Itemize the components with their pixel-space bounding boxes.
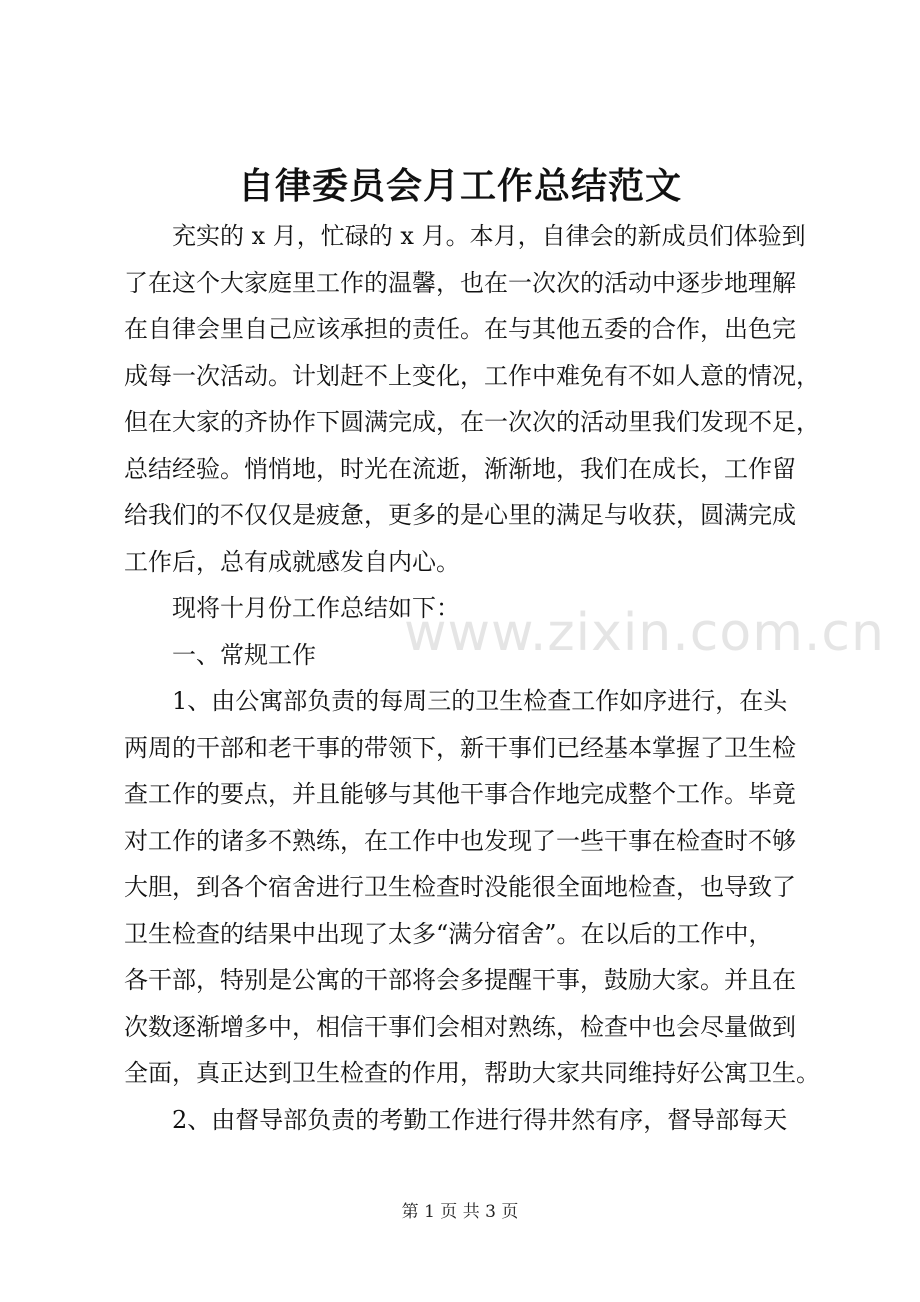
paragraph-line: 但在大家的齐协作下圆满完成，在一次次的活动里我们发现不足，	[124, 408, 820, 436]
paragraph-line: 充实的 x 月，忙碌的 x 月。本月，自律会的新成员们体验到	[172, 222, 806, 250]
paragraph-line: 2、由督导部负责的考勤工作进行得井然有序，督导部每天	[172, 1105, 788, 1134]
paragraph-line: 全面，真正达到卫生检查的作用，帮助大家共同维持好公寓卫生。	[124, 1059, 820, 1087]
paragraph-line: 卫生检查的结果中出现了太多“满分宿舍”。在以后的工作中，	[124, 919, 773, 948]
section-heading: 一、常规工作	[172, 640, 316, 669]
paragraph-line: 次数逐渐增多中，相信干事们会相对熟练，检查中也会尽量做到	[124, 1012, 796, 1041]
paragraph-line: 给我们的不仅仅是疲惫，更多的是心里的满足与收获，圆满完成	[124, 501, 796, 529]
paragraph-line: 了在这个大家庭里工作的温馨，也在一次次的活动中逐步地理解	[124, 268, 796, 297]
page-footer: 第 1 页 共 3 页	[401, 1202, 519, 1222]
paragraph-line: 在自律会里自己应该承担的责任。在与其他五委的合作，出色完	[124, 315, 796, 343]
paragraph-line: 1、由公寓部负责的每周三的卫生检查工作如序进行，在头	[172, 687, 788, 715]
paragraph-line: 总结经验。悄悄地，时光在流逝，渐渐地，我们在成长，工作留	[124, 454, 796, 483]
paragraph-line: 大胆，到各个宿舍进行卫生检查时没能很全面地检查，也导致了	[124, 873, 796, 901]
paragraph-line: 两周的干部和老干事的带领下，新干事们已经基本掌握了卫生检	[124, 733, 796, 762]
paragraph-line: 现将十月份工作总结如下：	[172, 594, 460, 622]
paragraph-line: 成每一次活动。计划赶不上变化，工作中难免有不如人意的情况，	[124, 361, 820, 390]
paragraph-line: 工作后，总有成就感发自内心。	[124, 547, 460, 576]
paragraph-line: 各干部，特别是公寓的干部将会多提醒干事，鼓励大家。并且在	[124, 966, 796, 994]
document-title: 自律委员会月工作总结范文	[237, 165, 682, 207]
document-body	[124, 213, 820, 1143]
paragraph-line: 查工作的要点，并且能够与其他干事合作地完成整个工作。毕竟	[124, 780, 796, 808]
watermark: www.zixin.com.cn	[404, 603, 885, 663]
paragraph-line: 对工作的诸多不熟练，在工作中也发现了一些干事在检查时不够	[124, 826, 796, 855]
